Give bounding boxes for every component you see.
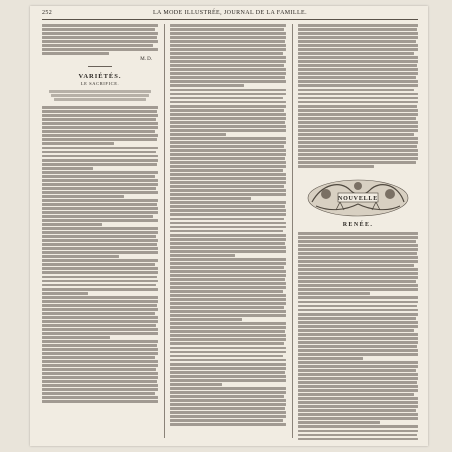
column-divider — [164, 24, 165, 438]
body-text-block — [42, 24, 158, 55]
column-right — [298, 24, 418, 440]
nouvelle-vignette — [306, 176, 410, 218]
body-text-block — [170, 24, 286, 426]
section-title: VARIÉTÉS. — [78, 73, 122, 81]
vignette-label: NOUVELLE — [337, 195, 379, 202]
section-heading — [42, 73, 158, 86]
section-rule — [88, 66, 112, 67]
column-divider — [292, 24, 293, 438]
story-title: RENÉE. — [342, 221, 374, 228]
signature: M. D. — [140, 57, 152, 63]
newspaper-page — [30, 6, 428, 446]
body-text-block — [298, 232, 418, 440]
body-text-block — [42, 90, 158, 403]
header-rule — [42, 19, 418, 20]
page-number: 252 — [42, 10, 53, 16]
ornamental-vignette-illustration — [306, 176, 410, 218]
body-text-block — [298, 24, 418, 168]
running-title: LA MODE ILLUSTRÉE, JOURNAL DE LA FAMILLE. — [152, 10, 308, 16]
column-middle — [170, 24, 286, 440]
column-left — [42, 24, 158, 440]
section-subtitle: LE SACRIFICE. — [80, 81, 120, 87]
